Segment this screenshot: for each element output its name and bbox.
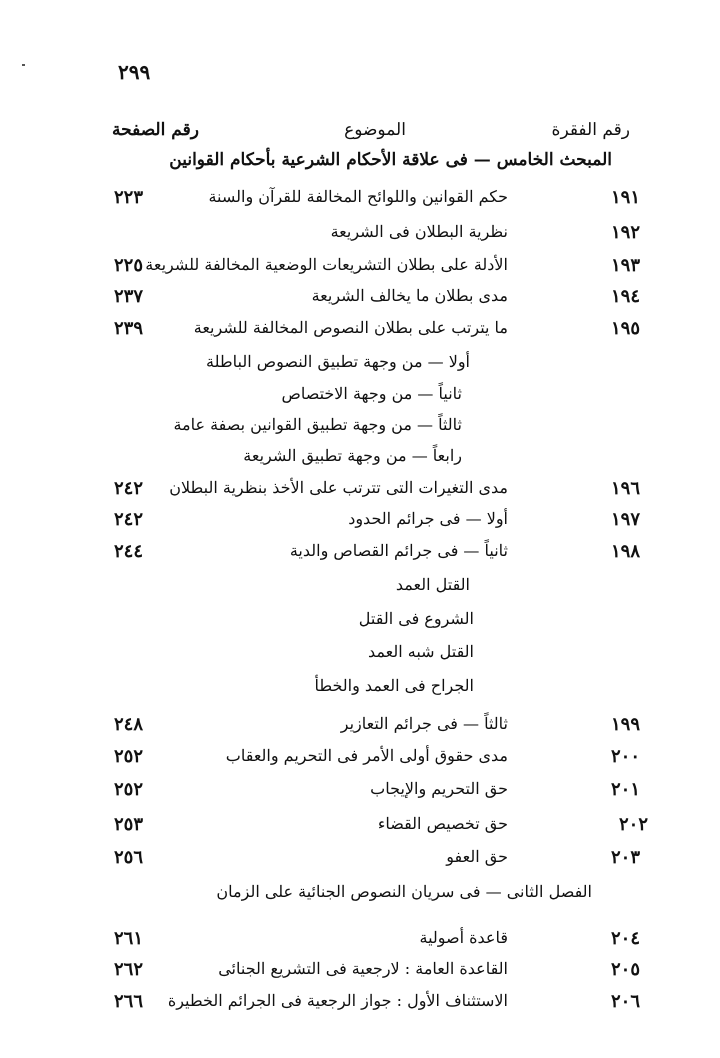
entry-title: ما يترتب على بطلان النصوص المخالفة للشريعة xyxy=(193,318,508,337)
section-heading: المبحث الخامس — فى علاقة الأحكام الشرعية بأحكام القوانين xyxy=(169,150,612,170)
entry-title: حق التحريم والإيجاب xyxy=(370,779,508,798)
index-entry xyxy=(0,928,720,956)
entry-title: ثالثاً — فى جرائم التعازير xyxy=(340,714,508,733)
entry-title: نظرية البطلان فى الشريعة xyxy=(330,222,508,241)
entry-page: ٢٥٢ xyxy=(114,746,144,767)
entry-title: الأدلة على بطلان التشريعات الوضعية المخالفة للشريعة xyxy=(145,255,508,274)
index-entry xyxy=(0,779,720,807)
entry-title: حق تخصيص القضاء xyxy=(377,814,508,833)
entry-number: ١٩١ xyxy=(610,187,640,208)
header-page-no: رقم الصفحة xyxy=(112,120,199,140)
entry-number: ٢٠٦ xyxy=(610,991,640,1012)
entry-page: ٢٥٣ xyxy=(114,814,144,835)
entry-page: ٢٦٦ xyxy=(114,991,144,1012)
index-entry xyxy=(0,991,720,1019)
entry-title: ثانياً — فى جرائم القصاص والدية xyxy=(289,541,508,560)
index-entry xyxy=(0,847,720,875)
index-entry xyxy=(0,959,720,987)
ink-speck xyxy=(22,64,25,66)
header-para-no: رقم الفقرة xyxy=(551,120,630,140)
index-entry xyxy=(0,541,720,569)
chapter-heading: الفصل الثانى — فى سريان النصوص الجنائية على الزمان xyxy=(216,882,592,901)
entry-title: حكم القوانين واللوائح المخالفة للقرآن والسنة xyxy=(208,187,508,206)
entry-page: ٢٤٤ xyxy=(114,541,144,562)
index-entry xyxy=(0,286,720,314)
index-entry xyxy=(0,478,720,506)
entry-number: ٢٠٣ xyxy=(610,847,640,868)
entry-page: ٢٥٦ xyxy=(114,847,144,868)
entry-title: حق العفو xyxy=(446,847,508,866)
entry-title: الاستثناف الأول : جواز الرجعية فى الجرائم الخطيرة xyxy=(167,991,508,1010)
entry-title: القاعدة العامة : لارجعية فى التشريع الجنائى xyxy=(218,959,508,978)
sub-item: القتل العمد xyxy=(395,575,470,594)
index-entry xyxy=(0,746,720,774)
sub-item: ثالثاً — من وجهة تطبيق القوانين بصفة عامة xyxy=(173,415,462,434)
entry-title: مدى التغيرات التى تترتب على الأخذ بنظرية البطلان xyxy=(169,478,508,497)
index-entry xyxy=(0,255,720,283)
entry-number: ١٩٣ xyxy=(610,255,640,276)
header-subject: الموضوع xyxy=(344,120,406,140)
entry-number: ١٩٦ xyxy=(610,478,640,499)
sub-item: الشروع فى القتل xyxy=(358,609,474,628)
index-entry xyxy=(0,318,720,346)
page-number: ٢٩٩ xyxy=(118,60,151,84)
entry-page: ٢٥٢ xyxy=(114,779,144,800)
index-entry xyxy=(0,814,720,842)
index-entry xyxy=(0,714,720,742)
entry-title: قاعدة أصولية xyxy=(419,928,508,947)
entry-number: ١٩٩ xyxy=(610,714,640,735)
entry-title: مدى حقوق أولى الأمر فى التحريم والعقاب xyxy=(225,746,508,765)
sub-item: القتل شبه العمد xyxy=(367,642,474,661)
entry-number: ٢٠٢ xyxy=(618,814,648,835)
index-entry xyxy=(0,187,720,215)
entry-page: ٢٦١ xyxy=(114,928,144,949)
entry-page: ٢٢٥ xyxy=(114,255,144,276)
entry-page: ٢٢٣ xyxy=(114,187,144,208)
entry-page: ٢٤٢ xyxy=(114,509,144,530)
entry-page: ٢٦٢ xyxy=(114,959,144,980)
entry-page: ٢٤٢ xyxy=(114,478,144,499)
sub-item: ثانياً — من وجهة الاختصاص xyxy=(281,384,462,403)
entry-number: ٢٠١ xyxy=(610,779,640,800)
entry-number: ٢٠٠ xyxy=(610,746,640,767)
entry-page: ٢٣٧ xyxy=(114,286,144,307)
entry-number: ١٩٤ xyxy=(610,286,640,307)
entry-number: ١٩٥ xyxy=(610,318,640,339)
entry-title: مدى بطلان ما يخالف الشريعة xyxy=(311,286,508,305)
entry-number: ٢٠٤ xyxy=(610,928,640,949)
entry-title: أولا — فى جرائم الحدود xyxy=(348,509,508,528)
sub-item: رابعاً — من وجهة تطبيق الشريعة xyxy=(243,446,462,465)
entry-number: ١٩٢ xyxy=(610,222,640,243)
sub-item: الجراح فى العمد والخطأ xyxy=(314,676,474,695)
index-entry xyxy=(0,509,720,537)
entry-page: ٢٤٨ xyxy=(114,714,144,735)
entry-number: ١٩٨ xyxy=(610,541,640,562)
sub-item: أولا — من وجهة تطبيق النصوص الباطلة xyxy=(206,352,470,371)
entry-page: ٢٣٩ xyxy=(114,318,144,339)
entry-number: ٢٠٥ xyxy=(610,959,640,980)
entry-number: ١٩٧ xyxy=(610,509,640,530)
index-entry xyxy=(0,222,720,250)
